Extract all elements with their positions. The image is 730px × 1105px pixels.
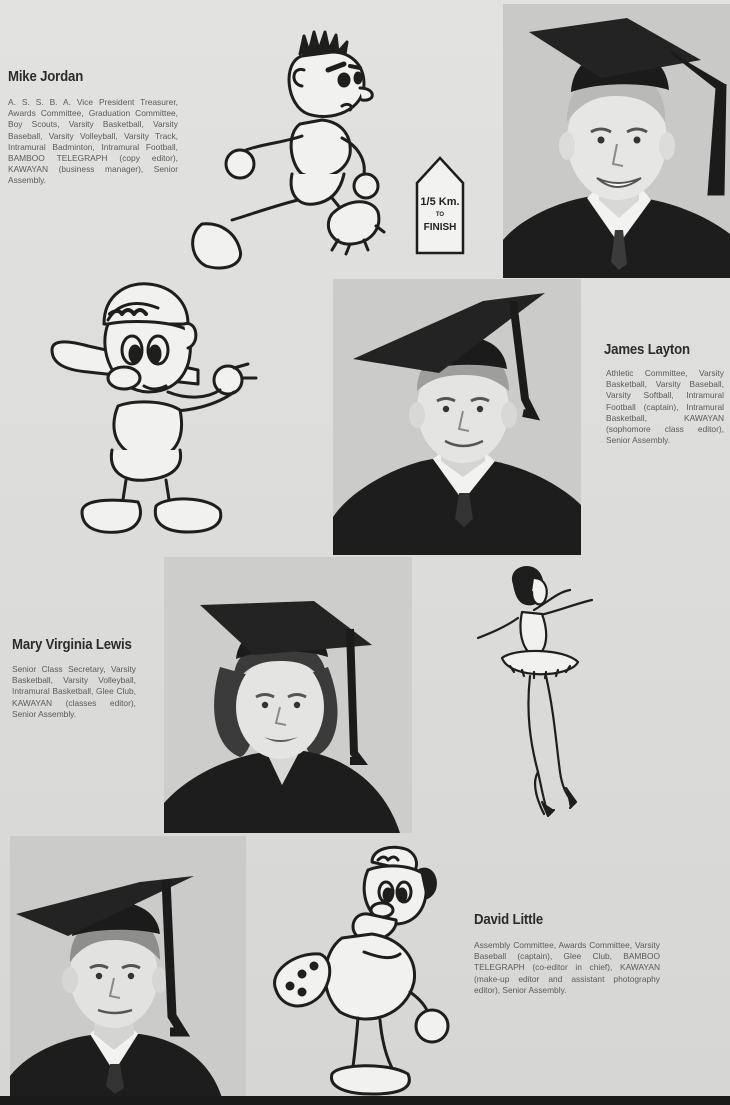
cartoon-pitcher-illustration xyxy=(268,842,464,1096)
portrait-mary-virginia-lewis xyxy=(164,557,412,833)
senior-bio-mike-jordan: A. S. S. B. A. Vice President Treasurer, Awards Committee, Graduation Committee, Boy Scouts, Varsity Basketball, Varsity Baseball, Varsity Volleyball, Varsity Track, Intramural Badminton, Intramural Football, BAMBOO TELEGRAPH (copy editor), KAWAYAN (business manager), Senior Assembly. xyxy=(8,97,178,186)
senior-name-mike-jordan: Mike Jordan xyxy=(8,68,84,85)
senior-name-james-layton: James Layton xyxy=(604,341,690,358)
cartoon-runner-illustration xyxy=(182,14,402,276)
portrait-david-little xyxy=(10,836,246,1098)
finish-sign-to: TO xyxy=(435,212,445,218)
senior-name-david-little: David Little xyxy=(474,911,544,928)
portrait-mike-jordan xyxy=(503,4,730,278)
cartoon-ballerina-illustration xyxy=(474,562,604,824)
senior-name-mary-virginia-lewis: Mary Virginia Lewis xyxy=(12,636,132,653)
senior-bio-james-layton: Athletic Committee, Varsity Basketball, Varsity Baseball, Varsity Softball, Intramural Football (captain), Intramural Basketball, KAWAYAN (sophomore class editor), Senior Assembly. xyxy=(606,368,724,446)
senior-bio-david-little: Assembly Committee, Awards Committee, Varsity Baseball (captain), Glee Club, BAMBOO TELEGRAPH (co-editor in chief), KAWAYAN (make-up editor and assistant photography editor), Senior Assembly. xyxy=(474,940,660,995)
finish-sign-finish: FINISH xyxy=(423,222,457,233)
senior-bio-mary-virginia-lewis: Senior Class Secretary, Varsity Basketball, Varsity Volleyball, Intramural Basketball, Glee Club, KAWAYAN (classes editor), Senior Assembly. xyxy=(12,664,136,719)
cartoon-batter-illustration xyxy=(48,280,266,540)
page-bottom-edge xyxy=(0,1096,730,1105)
finish-sign xyxy=(414,155,466,257)
finish-sign-distance: 1/5 Km. xyxy=(420,196,460,208)
portrait-james-layton xyxy=(333,279,581,555)
